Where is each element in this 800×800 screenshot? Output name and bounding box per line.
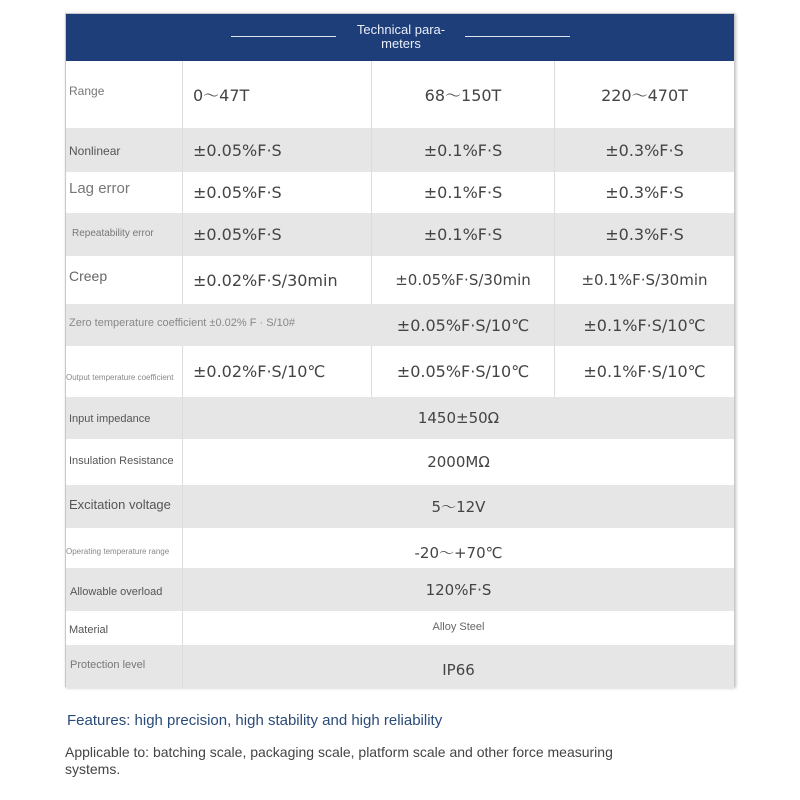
technical-parameters-card (65, 13, 735, 687)
value-cell-2: ±0.05%F·S/10℃ (372, 304, 555, 346)
table-row-lag-error (66, 172, 734, 213)
value-cell-2: 68～150T (372, 61, 555, 128)
header-rule-right (465, 36, 570, 37)
spanning-value-cell: IP66 (442, 660, 475, 679)
table-row-output-temperature (66, 346, 734, 397)
row-label: Insulation Resistance (69, 455, 174, 467)
row-label-cell (66, 213, 183, 256)
row-label-cell (66, 346, 183, 397)
features-text: Features: high precision, high stability and high reliability (67, 712, 443, 729)
value-cell-3: 220～470T (601, 86, 688, 105)
value-cell-1: ±0.05%F·S (183, 172, 372, 213)
spanning-value-cell: 5～12V (431, 498, 486, 516)
value-cell-1: ±0.05%F·S (183, 213, 372, 256)
spanning-value-cell: Alloy Steel (432, 621, 485, 633)
table-header (66, 14, 734, 61)
table-row-nonlinear (66, 128, 734, 172)
table-row-range (66, 61, 734, 128)
row-label-cell (66, 528, 183, 568)
row-label: Excitation voltage (69, 497, 171, 512)
table-row-creep (66, 256, 734, 304)
row-label: Creep (69, 268, 108, 284)
value-cell-2: ±0.1%F·S (372, 213, 555, 256)
value-cell-2: ±0.1%F·S (372, 172, 555, 213)
header-rule-left (231, 36, 336, 37)
row-label: Lag error (69, 180, 130, 197)
row-label: Output temperature coefficient (66, 373, 174, 382)
header-title: Technical para- meters (356, 22, 446, 51)
value-cell-3: ±0.1%F·S/10℃ (583, 315, 706, 335)
row-label: Material (69, 624, 109, 636)
table-row-input-impedance (66, 397, 734, 439)
value-cell-2: ±0.05%F·S/10℃ (372, 346, 555, 397)
row-label: Range (69, 84, 105, 98)
table-row-protection-level (66, 645, 734, 688)
row-label-cell (66, 172, 183, 213)
value-cell-3: ±0.3%F·S (605, 225, 684, 244)
table-row-repeatability (66, 213, 734, 256)
row-label-cell (66, 568, 183, 611)
value-cell-1: 0～47T (183, 61, 372, 128)
row-label: Input impedance (69, 413, 151, 425)
table-row-material (66, 611, 734, 645)
spanning-value-cell: -20～+70℃ (414, 543, 503, 562)
row-label: Protection level (70, 659, 146, 671)
spanning-value-cell: 2000MΩ (427, 453, 490, 471)
table-row-insulation-resistance (66, 439, 734, 485)
value-cell-2: ±0.05%F·S/30min (372, 256, 555, 304)
row-label: Allowable overload (70, 586, 163, 598)
row-label: Repeatability error (72, 228, 154, 239)
table-row-excitation-voltage (66, 485, 734, 528)
row-label: Nonlinear (69, 144, 121, 158)
value-cell-1: ±0.02%F·S/10℃ (183, 346, 372, 397)
row-label-cell (66, 611, 183, 645)
table-row-operating-temperature (66, 528, 734, 568)
spanning-value-cell: 120%F·S (425, 580, 492, 599)
row-label-cell (66, 61, 183, 128)
row-label: Zero temperature coefficient ±0.02% F · S/10# (69, 317, 295, 329)
spanning-value-cell: 1450±50Ω (417, 409, 500, 427)
row-label-cell (66, 128, 183, 172)
row-label: Operating temperature range (66, 547, 170, 556)
row-label-cell (66, 485, 183, 528)
table-row-allowable-overload (66, 568, 734, 611)
row-label-cell (66, 645, 183, 688)
applicable-text: Applicable to: batching scale, packaging scale, platform scale and other force measuring systems. (65, 744, 613, 777)
value-cell-3: ±0.3%F·S (605, 183, 684, 202)
row-label-cell (66, 256, 183, 304)
value-cell-1: ±0.02%F·S/30min (183, 256, 372, 304)
value-cell-3: ±0.3%F·S (605, 140, 684, 160)
value-cell-3: ±0.1%F·S/30min (581, 271, 708, 289)
row-label-cell (66, 397, 183, 439)
value-cell-2: ±0.1%F·S (372, 128, 555, 172)
value-cell-3: ±0.1%F·S/10℃ (583, 362, 706, 381)
row-label-cell (66, 439, 183, 485)
value-cell-1: ±0.05%F·S (183, 128, 372, 172)
table-row-zero-temperature (66, 304, 734, 346)
